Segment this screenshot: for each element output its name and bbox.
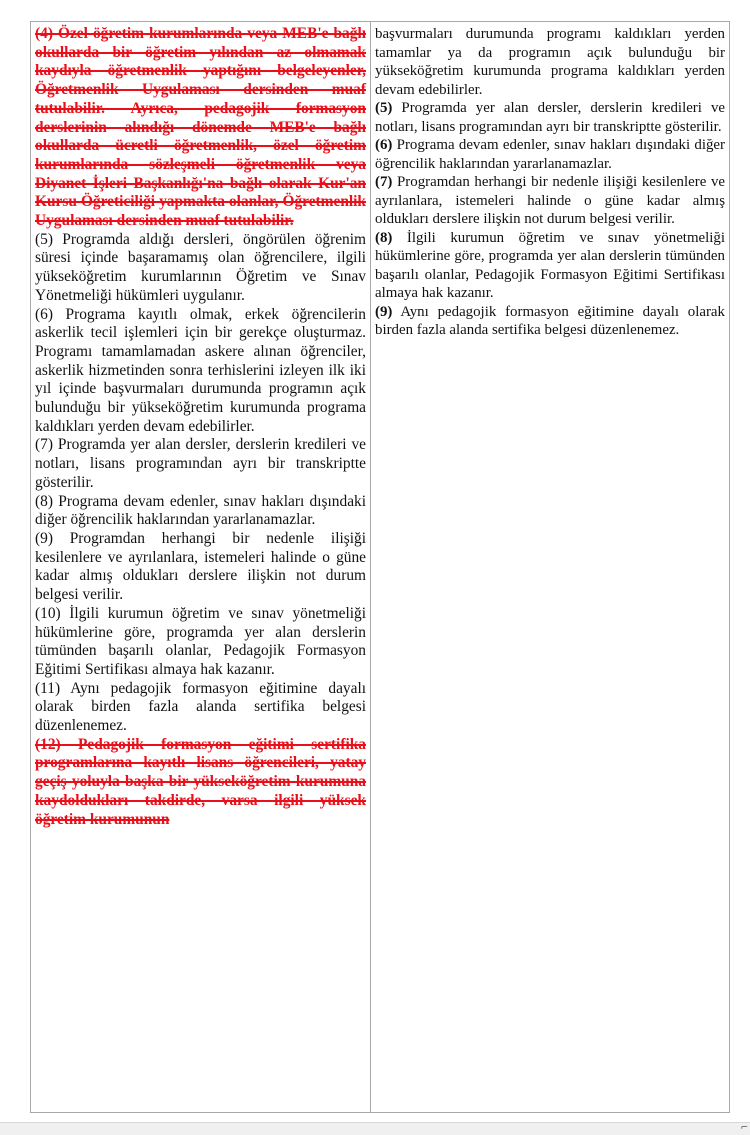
paragraph-text: Programa devam edenler, sınav hakları dışındaki diğer öğrencilik haklarından yararlanamazlar. bbox=[375, 137, 725, 172]
horizontal-scrollbar[interactable] bbox=[0, 1122, 750, 1135]
left-paragraph-10: (10) İlgili kurumun öğretim ve sınav yönetmeliği hükümlerine göre, programda yer alan derslerin tümünden başarılı olanlar, Pedagojik Formasyon Eğitimi Sertifikası almaya hak kazanır. bbox=[35, 604, 366, 678]
paragraph-text: Aynı pedagojik formasyon eğitimine dayalı olarak birden fazla alanda sertifika belgesi düzenlenemez. bbox=[375, 303, 725, 338]
paragraph-number: (8) bbox=[375, 229, 393, 246]
paragraph-text: başvurmaları durumunda programı kaldıkları yerden tamamlar ya da programın açık bulunduğu bir yükseköğretim kurumunda programa kaldıkları yerden devam edebilirler. bbox=[375, 26, 725, 98]
paragraph-number: (9) bbox=[375, 303, 393, 320]
paragraph-text: Programdan herhangi bir nedenle ilişiği kesilenlere ve ayrılanlara, istemeleri halinde o güne kadar almış oldukları derslere ilişkin not durum belgesi verilir. bbox=[375, 174, 725, 227]
right-paragraph-5 bbox=[375, 99, 725, 136]
right-column-cell bbox=[371, 22, 730, 1113]
paragraph-text: Programda yer alan dersler, derslerin kredileri ve notları, lisans programından ayrı bir transkriptte gösterilir. bbox=[375, 100, 725, 135]
left-paragraph-4-deleted: (4) Özel öğretim kurumlarında veya MEB'e bağlı okullarda bir öğretim yılından az olmamak kaydıyla öğretmenlik yaptığını belgeleyenler, Öğretmenlik Uygulaması dersinden muaf tutulabilir. Ayrıca, pedagojik formasyon derslerinin alındığı dönemde MEB'e bağlı okullarda ücretli öğretmenlik, özel öğretim kurumlarında sözleşmeli öğretmenlik veya Diyanet İşleri Başkanlığı'na bağlı olarak Kur'an Kursu Öğreticiliği yapmakta olanlar, Öğretmenlik Uygulaması dersinden muaf tutulabilir. bbox=[35, 25, 366, 230]
left-paragraph-12-deleted: (12) Pedagojik formasyon eğitimi sertifika programlarına kayıtlı lisans öğrencileri, yatay geçiş yoluyla başka bir yükseköğretim kurumuna kaydoldukları takdirde, varsa ilgili yüksek öğretim kurumunun bbox=[35, 735, 366, 828]
left-paragraph-6: (6) Programa kayıtlı olmak, erkek öğrencilerin askerlik tecil işlemleri için bir gerekçe oluşturmaz. Programı tamamlamadan askere alınan öğrenciler, askerlik hizmetinden sonra terhislerini izleyen ilk iki yıl içinde başvurmaları durumunda programın açık bulunduğu bir yükseköğretim kurumunda programa kaldıkları yerden devam edebilirler. bbox=[35, 305, 366, 435]
left-paragraph-11: (11) Aynı pedagojik formasyon eğitimine dayalı olarak birden fazla alanda sertifika belgesi düzenlenemez. bbox=[35, 679, 366, 735]
left-paragraph-8: (8) Programa devam edenler, sınav hakları dışındaki diğer öğrencilik haklarından yararlanamazlar. bbox=[35, 492, 366, 529]
paragraph-text: İlgili kurumun öğretim ve sınav yönetmeliği hükümlerine göre, programda yer alan derslerin tümünden başarılı olanlar, Pedagojik Formasyon Eğitimi Sertifikası almaya hak kazanır. bbox=[375, 229, 725, 301]
right-paragraph-9 bbox=[375, 303, 725, 340]
resize-grip-icon[interactable]: ⌐ bbox=[740, 1123, 748, 1133]
paragraph-number: (6) bbox=[375, 137, 393, 153]
right-paragraph-7 bbox=[375, 173, 725, 229]
right-paragraph-8 bbox=[375, 229, 725, 303]
paragraph-number: (7) bbox=[375, 174, 393, 190]
left-paragraph-7: (7) Programda yer alan dersler, derslerin kredileri ve notları, lisans programından ayrı bir transkriptte gösterilir. bbox=[35, 436, 366, 491]
left-paragraph-9: (9) Programdan herhangi bir nedenle ilişiği kesilenlere ve ayrılanlara, istemeleri halinde o güne kadar almış oldukları derslere ilişkin not durum belgesi verilir. bbox=[35, 529, 366, 604]
right-paragraph-continuation bbox=[375, 25, 725, 99]
table-row bbox=[31, 22, 730, 1113]
left-paragraph-5: (5) Programda aldığı dersleri, öngörülen öğrenim süresi içinde başaramamış olan öğrencilere, ilgili yükseköğretim kurumlarının Öğretim ve Sınav Yönetmeliği hükümleri uygulanır. bbox=[35, 230, 366, 304]
left-column-cell bbox=[31, 22, 371, 1113]
right-paragraph-6 bbox=[375, 136, 725, 173]
paragraph-number: (5) bbox=[375, 100, 393, 116]
comparison-table bbox=[30, 21, 730, 1113]
